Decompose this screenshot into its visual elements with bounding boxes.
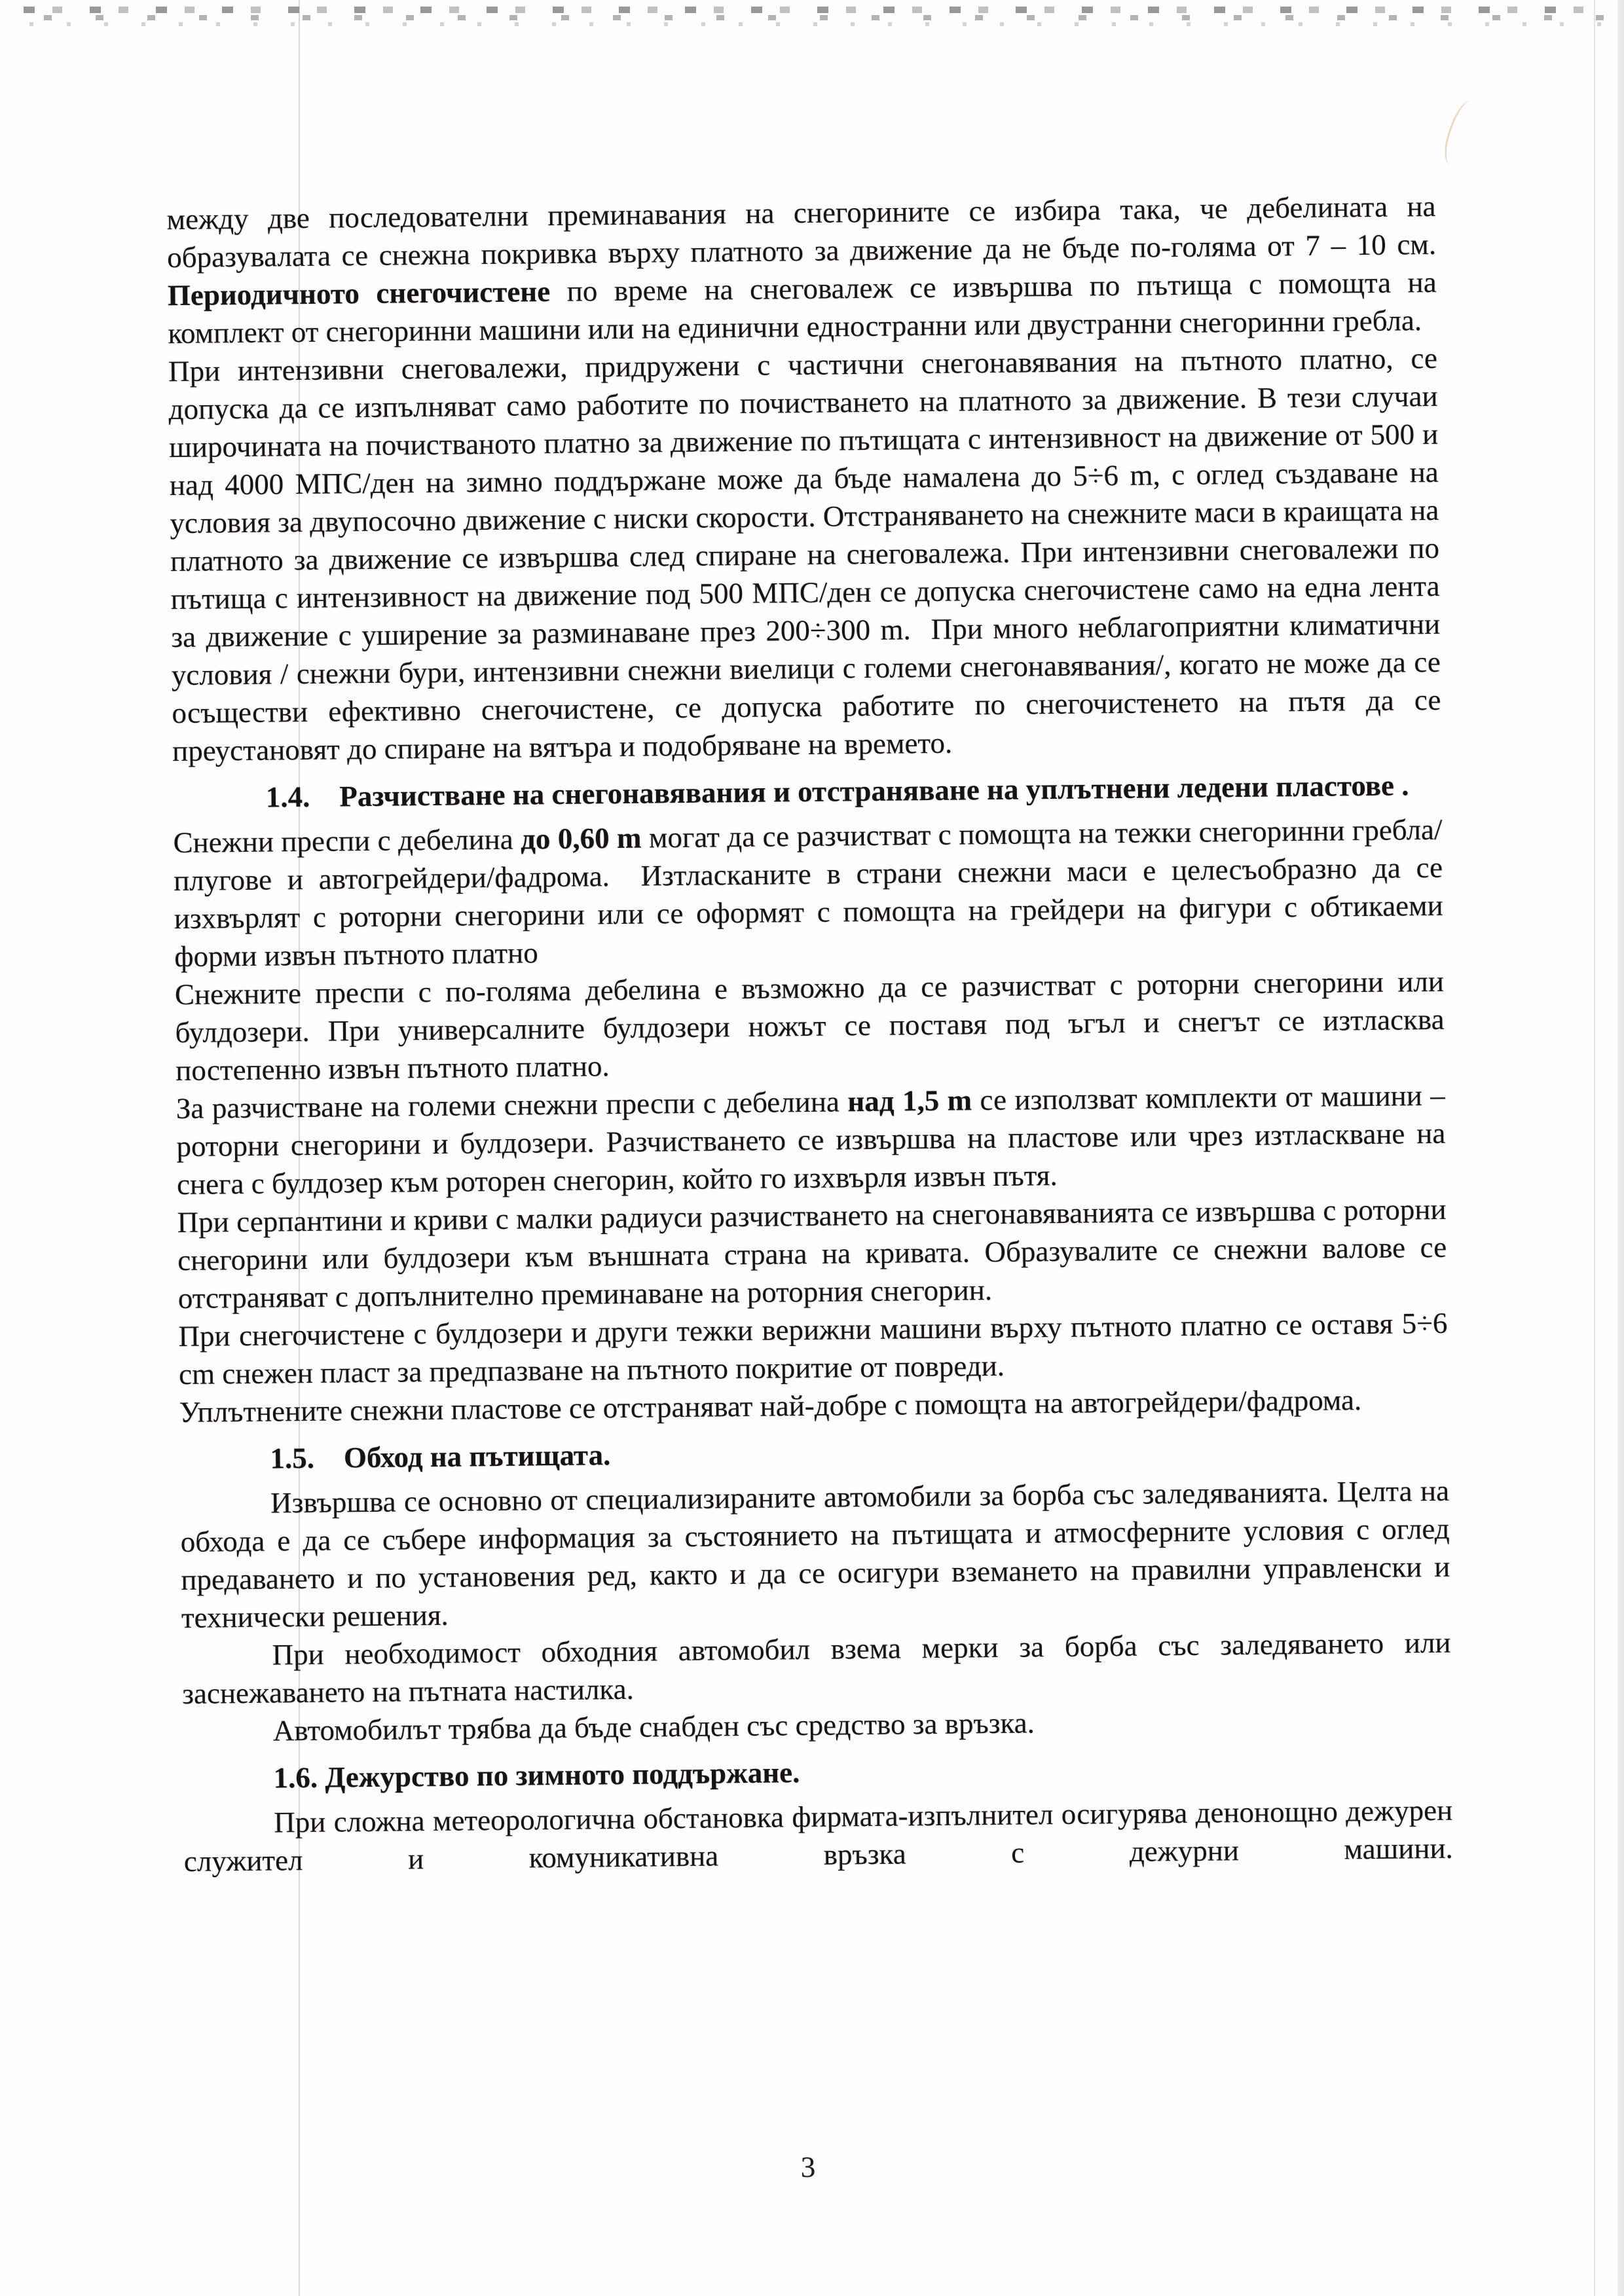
scan-noise-top — [24, 7, 1607, 29]
bold-run: 1.5. Обход на пътищата. — [270, 1438, 611, 1475]
page-edge-shadow — [1617, 0, 1624, 2296]
text-run: се използват комплекти от машини – роторни снегорини и булдозери. Разчистването се извършва на пластове или чрез изтласкване на снега с булдозер към роторен снегорин, който го изхвърля извън пътя. — [176, 1078, 1446, 1201]
text-run: При сложна метеорологична обстановка фирмата-изпълнител осигурява денонощно дежурен служител и комуникативна връзка с дежурни машини. — [183, 1793, 1454, 1878]
paragraph — [173, 811, 1443, 975]
paragraph — [183, 1791, 1453, 1880]
paragraph — [181, 1624, 1451, 1713]
paragraph — [176, 1076, 1447, 1203]
paragraph — [177, 1190, 1447, 1317]
paragraph — [175, 962, 1445, 1089]
page-number: 3 — [800, 2150, 816, 2184]
document-content — [166, 187, 1453, 1880]
text-run: При необходимост обходния автомобил взема мерки за борба със заледяването или заснежаването на пътната настилка. — [181, 1626, 1451, 1711]
bold-run: над 1,5 m — [847, 1084, 972, 1118]
scanner-streak-right — [1594, 0, 1595, 2296]
paragraph — [180, 1472, 1450, 1637]
text-run: по време на снеговалеж се извършва по пътища с помощта на комплект от снегоринни машини или на единични едностранни или двустранни снегоринни гребла. — [168, 265, 1437, 350]
paragraph — [166, 187, 1437, 352]
bold-run: 1.4. Разчистване на снегонавявания и отстраняване на уплътнени ледени пластове . — [265, 769, 1409, 814]
text-run: Снежните преспи с по-голяма дебелина е възможно да се разчистват с роторни снегорини или булдозери. При универсалните булдозери ножът се поставя под ъгъл и снегът се изтласква постепенно извън пътното платно. — [174, 964, 1445, 1087]
section-heading — [173, 766, 1443, 817]
text-run: За разчистване на големи снежни преспи с дебелина — [175, 1085, 848, 1125]
paper-curl-mark — [1440, 97, 1487, 170]
paragraph — [168, 339, 1442, 770]
text-run: Автомобилът трябва да бъде снабден със средство за връзка. — [272, 1706, 1035, 1747]
text-run: При серпантини и криви с малки радиуси разчистването на снегонавяванията се извършва с роторни снегорини или булдозери към външната страна на кривата. Образувалите се снежни валове се отстраняват с допълнително преминаване на роторния снегорин. — [177, 1192, 1447, 1315]
bold-run: 1.6. Дежурство по зимното поддържане. — [273, 1756, 800, 1795]
text-run: Извършва се основно от специализираните автомобили за борба със заледяванията. Целта на обхода е да се събере информация за състоянието на пътищата и атмосферните условия с оглед предаването и по установения ред, както и да се осигури вземането на правилни управленски и технически решения. — [180, 1474, 1450, 1635]
text-run: Снежни преспи с дебелина — [173, 822, 521, 860]
section-heading — [183, 1747, 1452, 1798]
paragraph — [178, 1304, 1448, 1393]
bold-run: до 0,60 m — [520, 821, 642, 856]
text-run: могат да се разчистват с помощта на тежки снегоринни гребла/плугове и автогрейдери/фадрома. Изтласканите в страни снежни маси е целесъобразно да се изхвърлят с роторни снегорини или се оформят с помощта на грейдери на фигури с обтикаеми форми извън пътното платно — [173, 812, 1443, 974]
bold-run: Периодичното снегочистене — [167, 275, 551, 312]
text-run: Уплътнените снежни пластове се отстраняват най-добре с помощта на автогрейдери/фадрома. — [179, 1383, 1362, 1429]
section-heading — [179, 1427, 1449, 1478]
text-run: При интензивни снеговалежи, придружени с частични снегонавявания на пътното платно, се допуска да се изпълняват само работите по почистването на платното за движение. В тези случаи широчината на почистваното платно за движение по пътищата с интензивност на движение от 500 и над 4000 МПС/ден на зимно поддържане може да бъде намалена до 5÷6 m, с оглед създаване на условия за двупосочно движение с ниски скорости. Отстраняването на снежните маси в краищата на платното за движение се извършва след спиране на снеговалежа. При интензивни снеговалежи по пътища с интензивност на движение под 500 МПС/ден се допуска снегочистене само на една лента за движение с уширение за разминаване през 200÷300 m. При много неблагоприятни климатични условия / снежни бури, интензивни снежни виелици с големи снегонавявания/, когато не може да се осъществи ефективно снегочистене, се допуска работите по снегочистенето на пътя да се преустановят до спиране на вятъра и подобряване на времето. — [168, 341, 1441, 768]
text-run: между две последователни преминавания на снегорините се избира така, че дебелината на образувалата се снежна покривка върху платното за движение да не бъде по-голяма от 7 – 10 см. — [166, 189, 1437, 274]
text-run: При снегочистене с булдозери и други тежки верижни машини върху пътното платно се оставя 5÷6 cm снежен пласт за предпазване на пътното покритие от повреди. — [178, 1306, 1448, 1391]
